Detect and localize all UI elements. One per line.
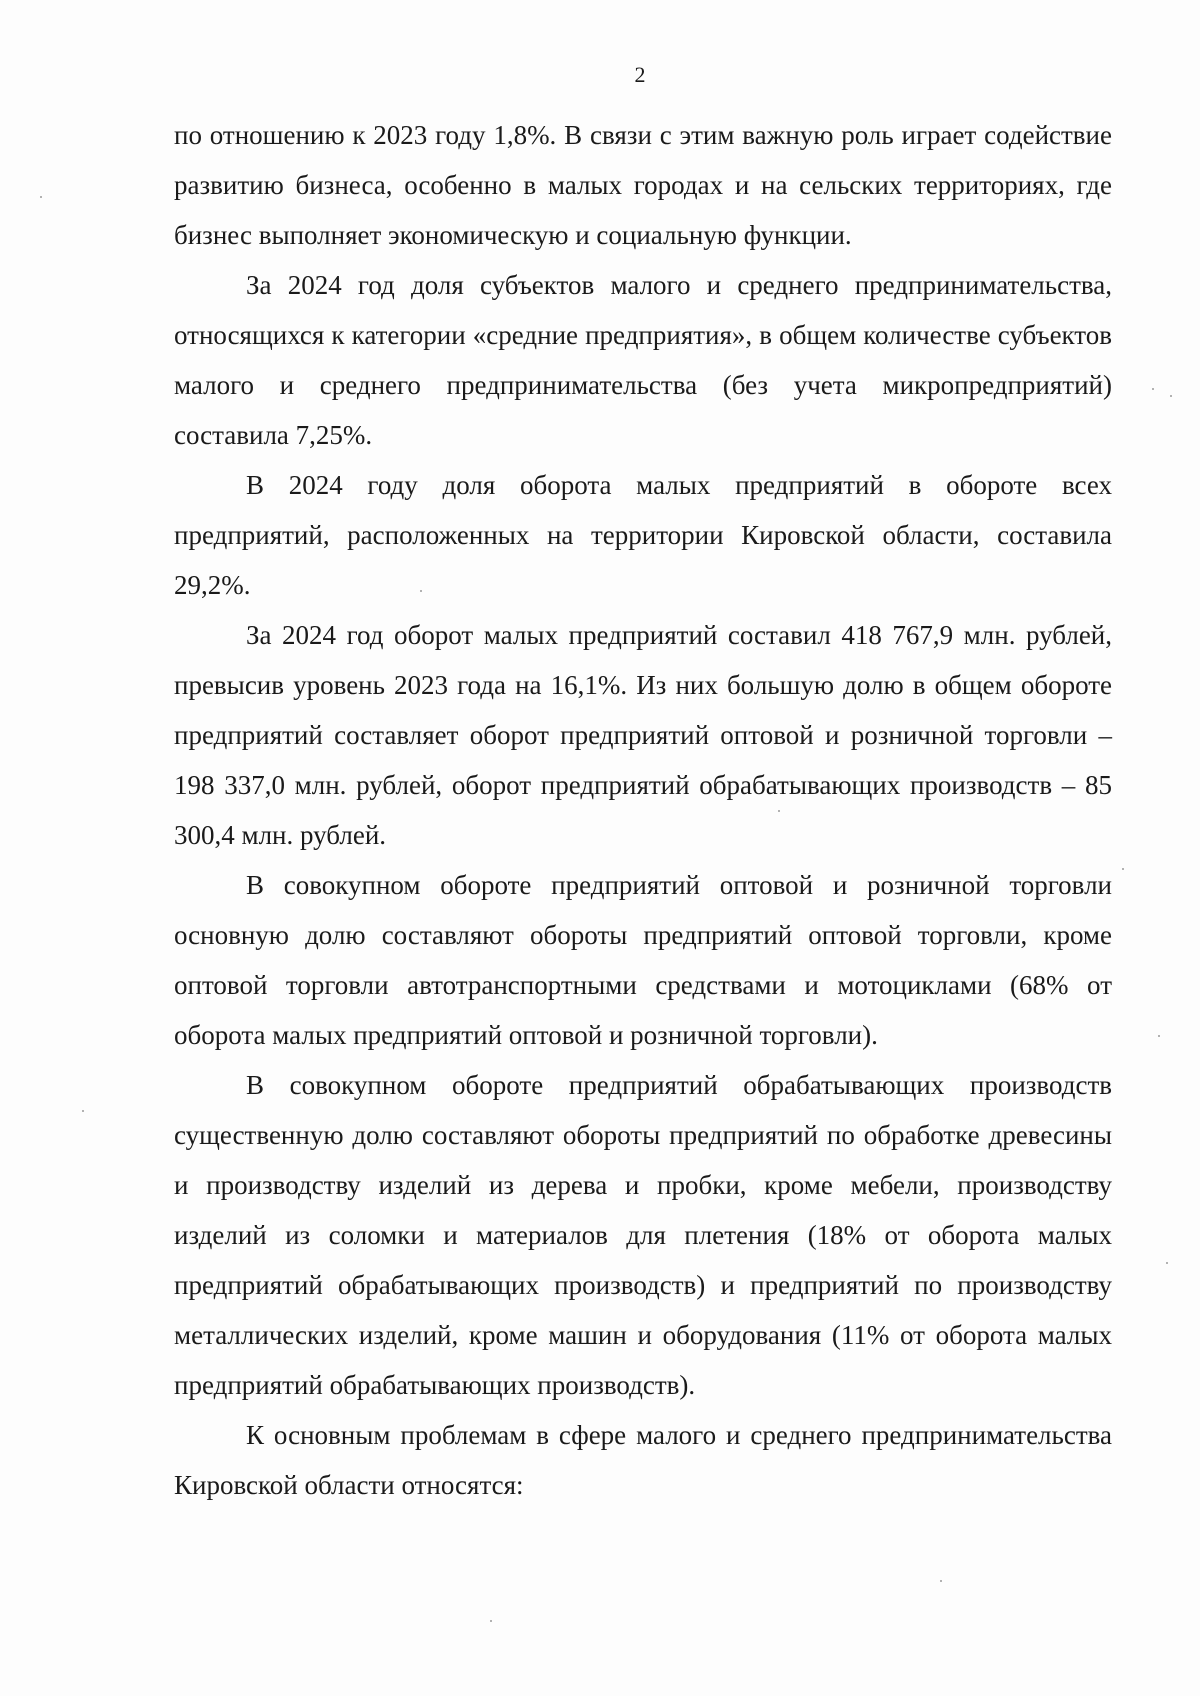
scan-speck — [1166, 1262, 1168, 1264]
paragraph: В совокупном обороте предприятий оптовой и розничной торговли основную долю составляют обороты предприятий оптовой торговли, кроме оптовой торговли автотранспортными средствами и мотоциклами (68% от оборота малых предприятий оптовой и розничной торговли). — [174, 870, 1112, 1050]
scan-speck — [40, 196, 42, 198]
paragraph: В 2024 году доля оборота малых предприятий в обороте всех предприятий, расположенных на территории Кировской области, составила 29,2%. — [174, 470, 1112, 600]
scan-speck — [490, 1620, 492, 1622]
scan-speck — [82, 1110, 84, 1112]
page-number: 2 — [634, 62, 646, 87]
paragraph: К основным проблемам в сфере малого и среднего предпринимательства Кировской области относятся: — [174, 1420, 1112, 1500]
paragraph: За 2024 год доля субъектов малого и среднего предпринимательства, относящихся к категории «средние предприятия», в общем количестве субъектов малого и среднего предпринимательства (без учета микропредприятий) составила 7,25%. — [174, 270, 1112, 450]
scan-speck — [940, 1580, 942, 1582]
scan-speck — [1158, 1035, 1160, 1037]
paragraph: За 2024 год оборот малых предприятий составил 418 767,9 млн. рублей, превысив уровень 2023 года на 16,1%. Из них большую долю в общем обороте предприятий составляет оборот предприятий оптовой и розничной торговли – 198 337,0 млн. рублей, оборот предприятий обрабатывающих производств – 85 300,4 млн. рублей. — [174, 620, 1112, 850]
scan-speck — [420, 590, 422, 592]
scan-speck — [1152, 388, 1154, 390]
scan-speck — [778, 810, 780, 812]
paragraph: В совокупном обороте предприятий обрабатывающих производств существенную долю составляют обороты предприятий по обработке древесины и производству изделий из дерева и пробки, кроме мебели, производству изделий из соломки и материалов для плетения (18% от оборота малых предприятий обрабатывающих производств) и предприятий по производству металлических изделий, кроме машин и оборудования (11% от оборота малых предприятий обрабатывающих производств). — [174, 1070, 1112, 1400]
paragraph: по отношению к 2023 году 1,8%. В связи с этим важную роль играет содействие развитию бизнеса, особенно в малых городах и на сельских территориях, где бизнес выполняет экономическую и социальную функции. — [174, 120, 1112, 250]
scan-speck — [1122, 868, 1124, 870]
document-body — [174, 110, 1112, 1510]
scan-speck — [1170, 395, 1172, 397]
